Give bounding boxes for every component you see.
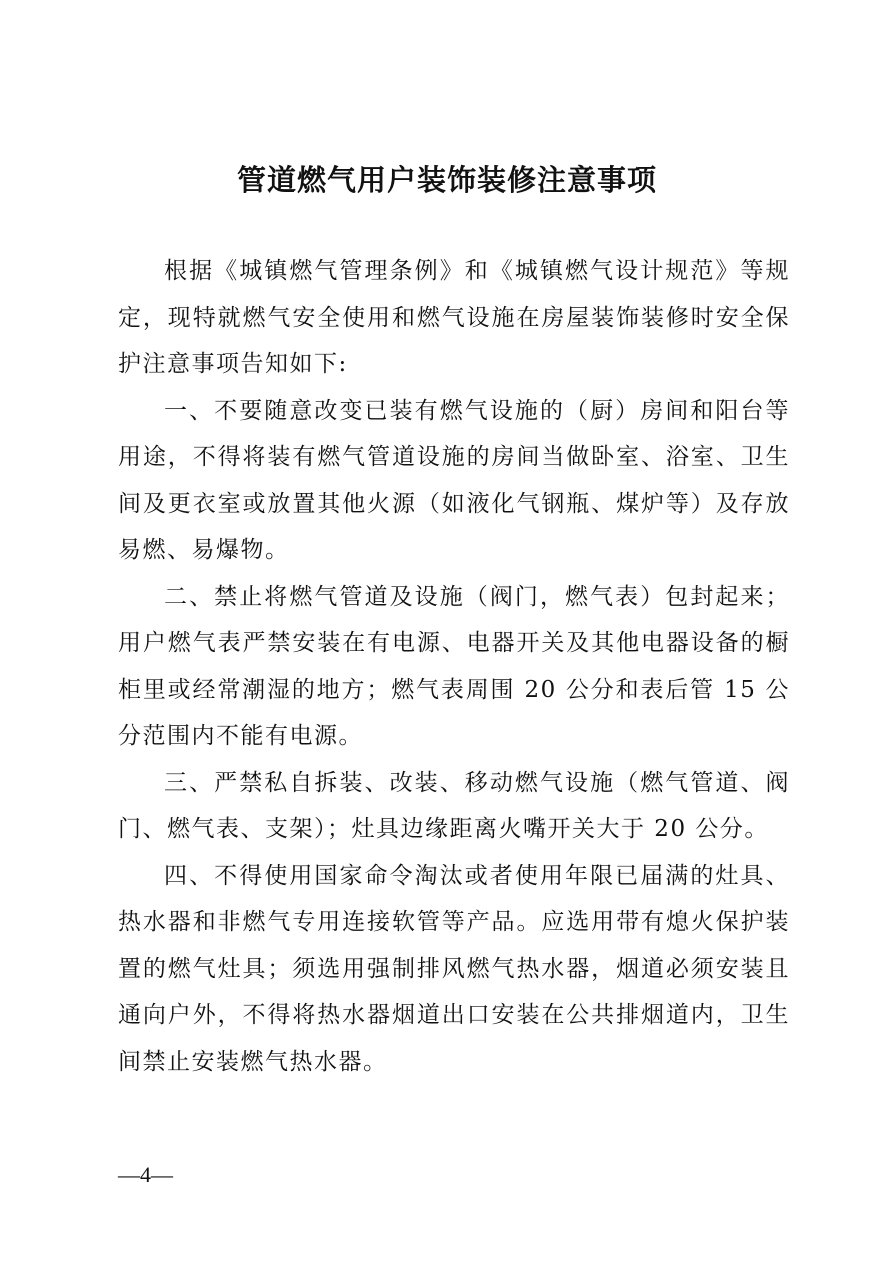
- paragraph-intro: 根据《城镇燃气管理条例》和《城镇燃气设计规范》等规定，现特就燃气安全使用和燃气设施在房屋装饰装修时安全保护注意事项告知如下:: [118, 258, 790, 377]
- paragraph-item-1: 一、不要随意改变已装有燃气设施的（厨）房间和阳台等用途，不得将装有燃气管道设施的房间当做卧室、浴室、卫生间及更衣室或放置其他火源（如液化气钢瓶、煤炉等）及存放易燃、易爆物。: [118, 397, 790, 563]
- document-body: [118, 248, 790, 1085]
- paragraph-item-3: 三、严禁私自拆装、改装、移动燃气设施（燃气管道、阀门、燃气表、支架）；灶具边缘距离火嘴开关大于 20 公分。: [118, 769, 790, 842]
- document-title: 管道燃气用户装饰装修注意事项: [236, 163, 657, 197]
- paragraph-item-4: 四、不得使用国家命令淘汰或者使用年限已届满的灶具、热水器和非燃气专用连接软管等产品。应选用带有熄火保护装置的燃气灶具；须选用强制排风燃气热水器，烟道必须安装且通向户外，不得将热水器烟道出口安装在公共排烟道内，卫生间禁止安装燃气热水器。: [118, 862, 790, 1075]
- paragraph-item-2: 二、禁止将燃气管道及设施（阀门，燃气表）包封起来；用户燃气表严禁安装在有电源、电器开关及其他电器设备的橱柜里或经常潮湿的地方；燃气表周围 20 公分和表后管 15 公分范围内不能有电源。: [118, 583, 790, 749]
- page-number: —4—: [118, 1162, 173, 1187]
